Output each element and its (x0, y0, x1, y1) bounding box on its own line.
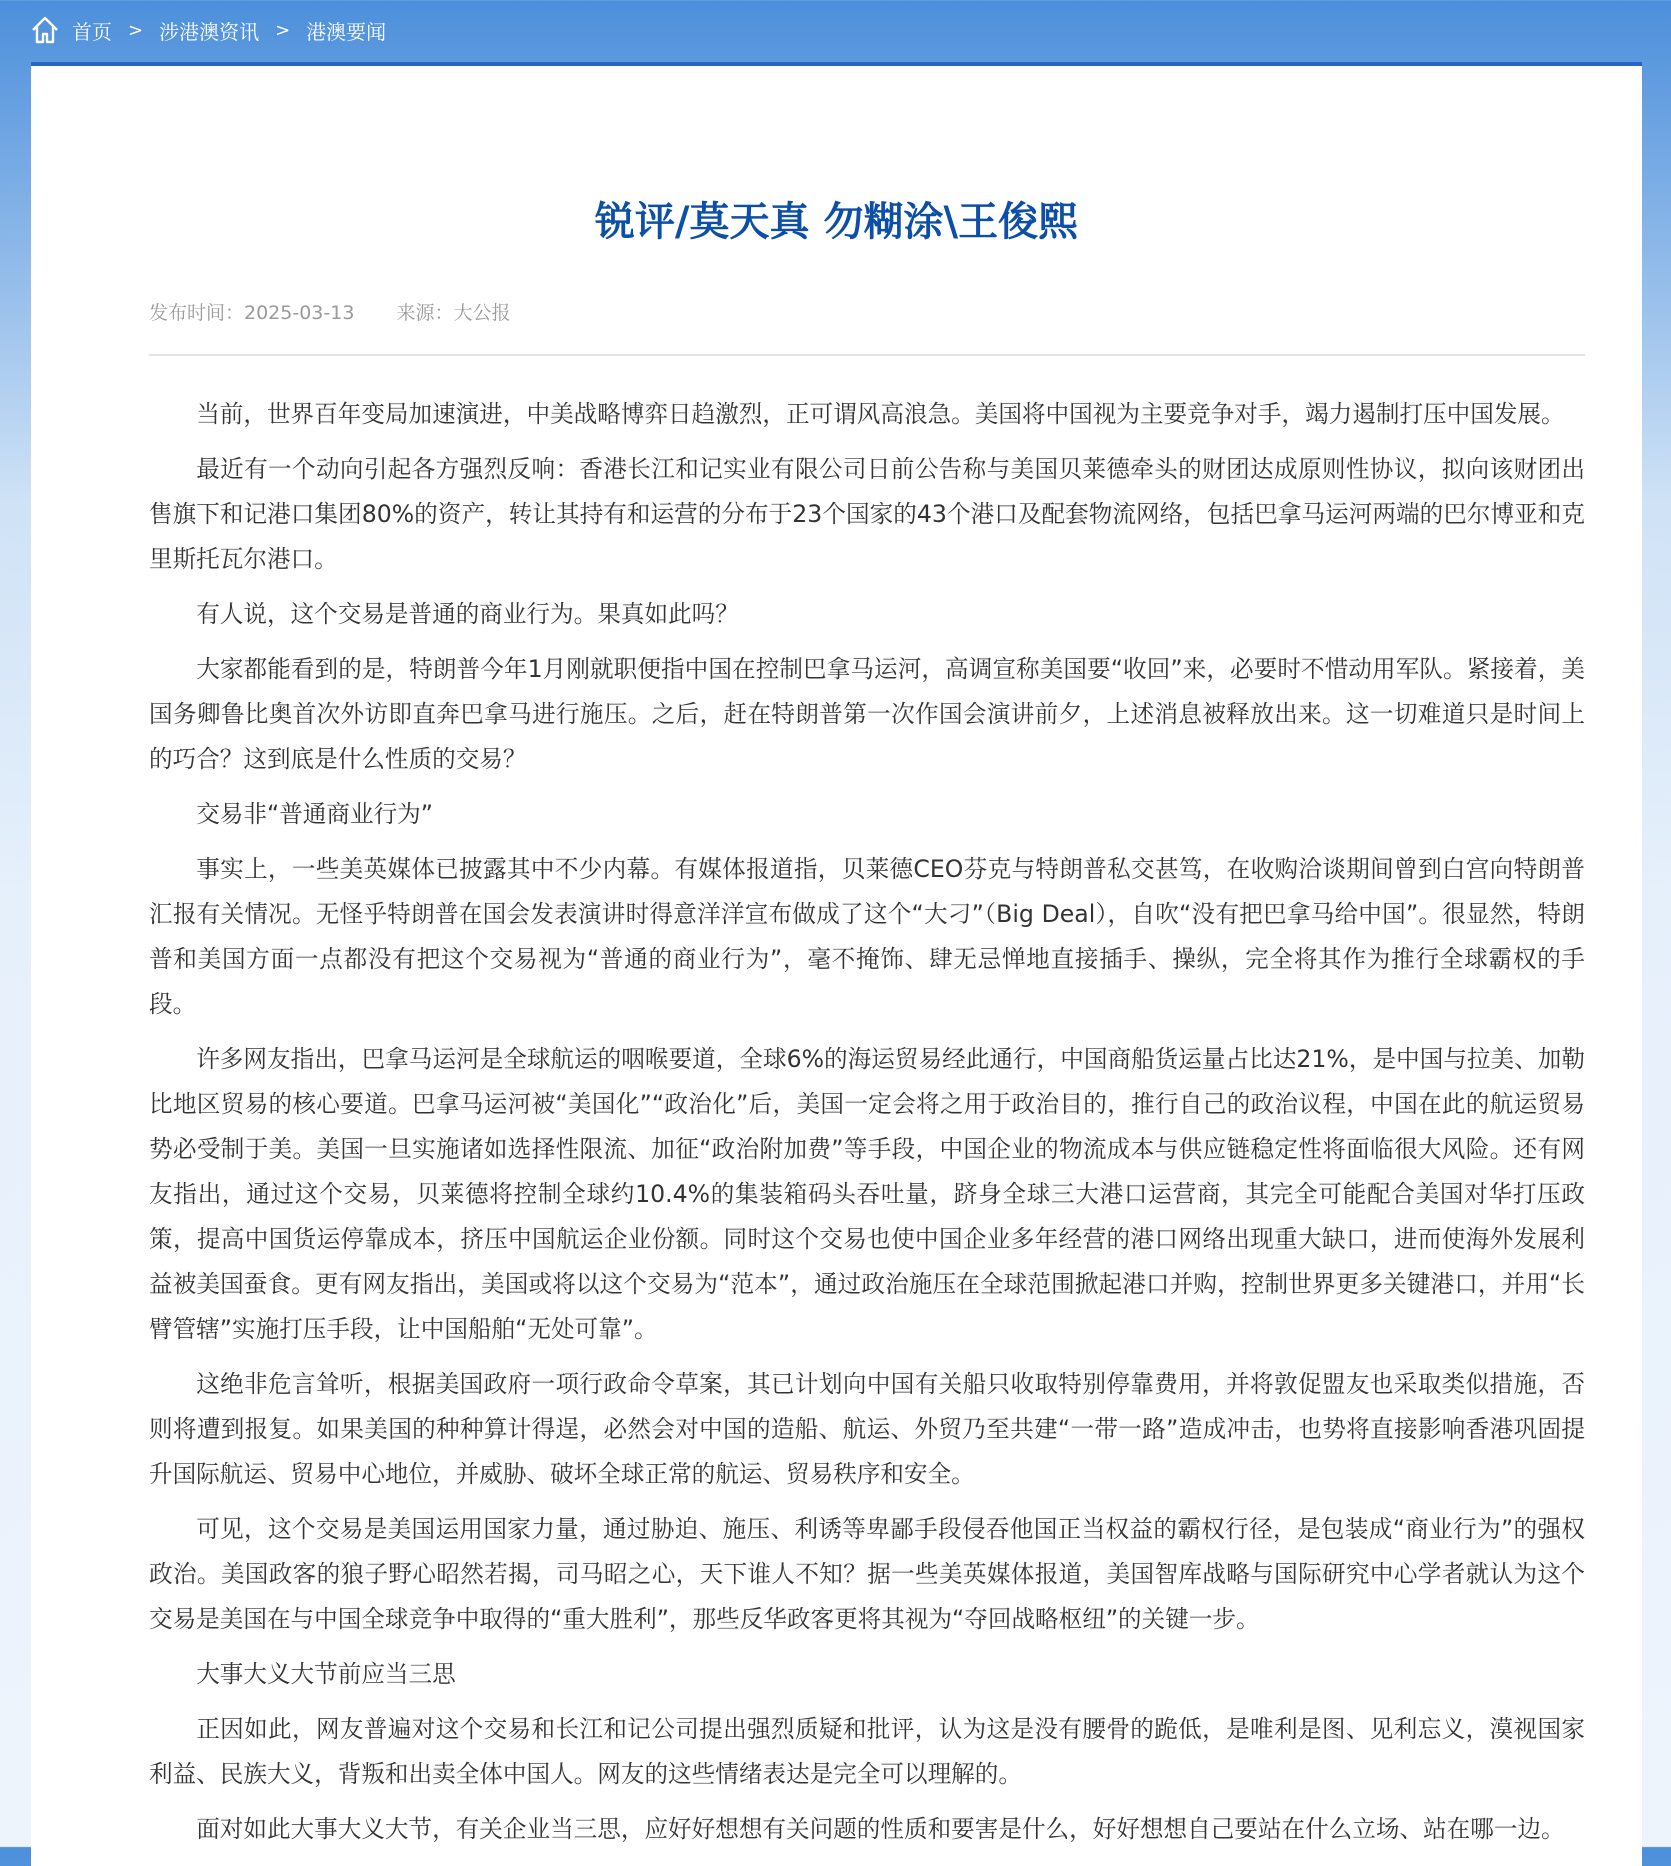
article-title: 锐评/莫天真 勿糊涂\王俊熙 (594, 199, 1079, 245)
paragraph: 可见，这个交易是美国运用国家力量，通过胁迫、施压、利诱等卑鄙手段侵吞他国正当权益的霸权行径，是包装成“商业行为”的强权政治。美国政客的狼子野心昭然若揭，司马昭之心，天下谁人不知？据一些美英媒体报道，美国智库战略与国际研究中心学者就认为这个交易是美国在与中国全球竞争中取得的“重大胜利”，那些反华政客更将其视为“夺回战略枢纽”的关键一步。 (149, 1515, 1585, 1633)
breadcrumb-separator: > (128, 19, 144, 41)
paragraph: 许多网友指出，巴拿马运河是全球航运的咽喉要道，全球6%的海运贸易经此通行，中国商船货运量占比达21%，是中国与拉美、加勒比地区贸易的核心要道。巴拿马运河被“美国化”“政治化”后，美国一定会将之用于政治目的，推行自己的政治议程，中国在此的航运贸易势必受制于美。美国一旦实施诸如选择性限流、加征“政治附加费”等手段，中国企业的物流成本与供应链稳定性将面临很大风险。还有网友指出，通过这个交易，贝莱德将控制全球约10.4%的集装箱码头吞吐量，跻身全球三大港口运营商，其完全可能配合美国对华打压政策，提高中国货运停靠成本，挤压中国航运企业份额。同时这个交易也使中国企业多年经营的港口网络出现重大缺口，进而使海外发展利益被美国蚕食。更有网友指出，美国或将以这个交易为“范本”，通过政治施压在全球范围掀起港口并购，控制世界更多关键港口，并用“长臂管辖”实施打压手段，让中国船舶“无处可靠”。 (149, 1045, 1585, 1343)
breadcrumb-current[interactable]: 港澳要闻 (306, 19, 387, 44)
breadcrumb-home[interactable]: 首页 (72, 19, 112, 44)
publish-date: 发布时间：2025-03-13 (149, 302, 355, 324)
breadcrumb-category[interactable]: 涉港澳资讯 (159, 19, 260, 44)
paragraph: 这绝非危言耸听，根据美国政府一项行政命令草案，其已计划向中国有关船只收取特别停靠费用，并将敦促盟友也采取类似措施，否则将遭到报复。如果美国的种种算计得逞，必然会对中国的造船、航运、外贸乃至共建“一带一路”造成冲击，也势将直接影响香港巩固提升国际航运、贸易中心地位，并威胁、破坏全球正常的航运、贸易秩序和安全。 (149, 1370, 1585, 1488)
article-source: 来源：大公报 (396, 302, 511, 324)
breadcrumb-separator: > (275, 19, 291, 41)
paragraph: 当前，世界百年变局加速演进，中美战略博弈日趋激烈，正可谓风高浪急。美国将中国视为主要竞争对手，竭力遏制打压中国发展。 (196, 400, 1565, 428)
paragraph: 有人说，这个交易是普通的商业行为。果真如此吗？ (196, 600, 739, 628)
article-meta (149, 298, 546, 325)
paragraph: 面对如此大事大义大节，有关企业当三思，应好好想想有关问题的性质和要害是什么，好好想想自己要站在什么立场、站在哪一边。 (196, 1815, 1565, 1843)
article-body (149, 392, 1585, 1862)
article-card (31, 62, 1642, 1866)
divider (149, 354, 1585, 356)
home-icon[interactable] (30, 15, 60, 45)
breadcrumb (30, 12, 386, 48)
paragraph: 正因如此，网友普遍对这个交易和长江和记公司提出强烈质疑和批评，认为这是没有腰骨的跪低，是唯利是图、见利忘义，漠视国家利益、民族大义，背叛和出卖全体中国人。网友的这些情绪表达是完全可以理解的。 (149, 1715, 1585, 1788)
paragraph: 大家都能看到的是，特朗普今年1月刚就职便指中国在控制巴拿马运河，高调宣称美国要“收回”来，必要时不惜动用军队。紧接着，美国务卿鲁比奥首次外访即直奔巴拿马进行施压。之后，赶在特朗普第一次作国会演讲前夕，上述消息被释放出来。这一切难道只是时间上的巧合？这到底是什么性质的交易？ (149, 655, 1585, 773)
subheading: 大事大义大节前应当三思 (196, 1660, 456, 1688)
paragraph: 最近有一个动向引起各方强烈反响：香港长江和记实业有限公司日前公告称与美国贝莱德牵头的财团达成原则性协议，拟向该财团出售旗下和记港口集团80%的资产，转让其持有和运营的分布于23个国家的43个港口及配套物流网络，包括巴拿马运河两端的巴尔博亚和克里斯托瓦尔港口。 (149, 455, 1585, 573)
paragraph: 事实上，一些美英媒体已披露其中不少内幕。有媒体报道指，贝莱德CEO芬克与特朗普私交甚笃，在收购洽谈期间曾到白宫向特朗普汇报有关情况。无怪乎特朗普在国会发表演讲时得意洋洋宣布做成了这个“大刁”（Big Deal），自吹“没有把巴拿马给中国”。很显然，特朗普和美国方面一点都没有把这个交易视为“普通的商业行为”，毫不掩饰、肆无忌惮地直接插手、操纵，完全将其作为推行全球霸权的手段。 (149, 855, 1585, 1018)
subheading: 交易非“普通商业行为” (196, 800, 433, 828)
